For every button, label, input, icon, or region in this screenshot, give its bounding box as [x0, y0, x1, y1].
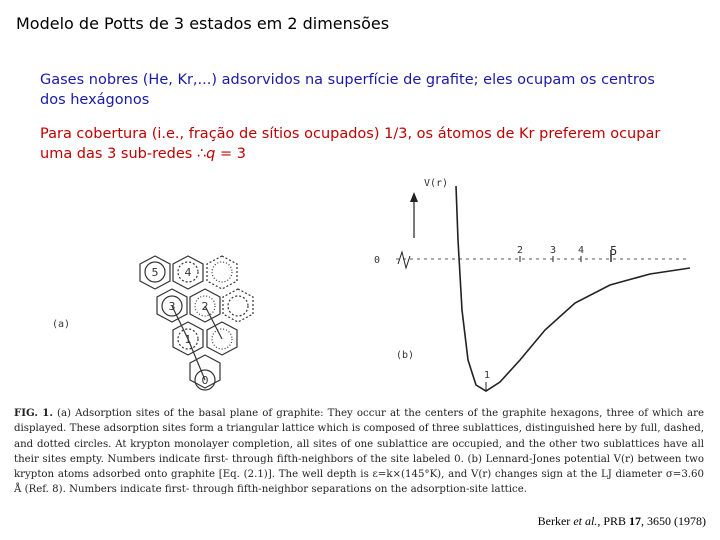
v-axis-label: V(r) [424, 178, 449, 189]
panel-b-label: (b) [396, 350, 415, 361]
site-label-1: 1 [184, 333, 192, 346]
site-label-0: 0 [201, 374, 209, 387]
panel-b-potential [396, 186, 690, 391]
mark-label-4: 4 [578, 245, 585, 256]
caption-text: (a) Adsorption sites of the basal plane of graphite: They occur at the centers of the graphite hexagons, three of which are displayed. These adsorption sites form a triangular lattice which is composed of three sublattices, distinguished here by full, dashed, and dotted circles. At krypton monolayer completion, all sites of one sublattice are occupied, and the other two sublattices have all their sites empty. Numbers indicate first- through fifth-neighbors of the site labeled 0. (b) Lennard-Jones potential V(r) between two krypton atoms adsorbed onto graphite [Eq. (2.1)]. The well depth is ε=k×(145°K), and V(r) changes sign at the LJ diameter σ=3.60 Å (Ref. 8). Numbers indicate first- through fifth-neighbor separations on the adsorption-site lattice. [14, 408, 704, 496]
bullet-adsorption: Gases nobres (He, Kr,...) adsorvidos na superfície de grafite; eles ocupam os centros dos hexágonos [40, 72, 655, 108]
citation-etal: et al. [573, 514, 598, 528]
site-circle [228, 296, 248, 316]
panel-b-labels [374, 178, 617, 381]
potential-curve [456, 186, 690, 391]
site-label-3: 3 [168, 300, 176, 313]
figure-caption [14, 406, 704, 498]
site-label-5: 5 [151, 266, 159, 279]
citation-volume: 17 [629, 514, 641, 528]
site-label-2: 2 [201, 300, 209, 313]
slide-title: Modelo de Potts de 3 estados em 2 dimensões [16, 14, 390, 33]
therefore-symbol: ∴ [196, 146, 207, 162]
panel-a-label: (a) [52, 319, 71, 330]
q-value: = 3 [215, 146, 246, 162]
bullet-coverage-text: Para cobertura (i.e., fração de sítios ocupados) 1/3, os átomos de Kr preferem ocupar uma das 3 sub-redes [40, 126, 661, 162]
citation-journal: , PRB [597, 514, 629, 528]
mark-label-1: 1 [484, 370, 491, 381]
site-circle [212, 262, 232, 282]
caption-fig-number: FIG. 1. [14, 407, 53, 419]
break-mark [398, 252, 410, 268]
mark-label-3: 3 [550, 245, 557, 256]
site-label-4: 4 [184, 266, 192, 279]
v-axis-arrow [410, 192, 418, 202]
citation [538, 514, 706, 529]
mark-label-2: 2 [517, 245, 524, 256]
citation-rest: , 3650 (1978) [641, 514, 706, 528]
q-symbol: q [206, 146, 216, 162]
mark-label-5: 5 [610, 244, 618, 258]
citation-authors: Berker [537, 514, 571, 528]
zero-label: 0 [374, 255, 381, 266]
